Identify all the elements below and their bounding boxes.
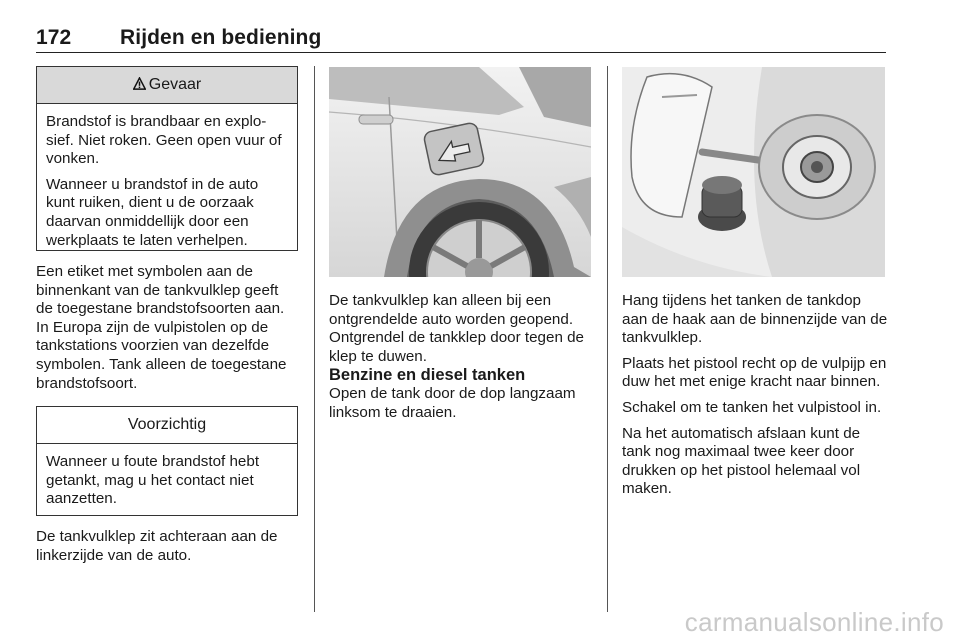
watermark: carmanualsonline.info [684,607,944,637]
right-paragraph-2: Plaats het pistool recht op de vulpijp en duw het met enige kracht naar binnen. [622,354,887,391]
middle-paragraph-2: Open de tank door de dop langzaam linksom te draaien. [329,384,576,421]
page-header [36,26,886,53]
fuel-flap-illustration [329,67,591,277]
caution-box [36,406,298,516]
caution-box-header: Voorzichtig [37,407,297,444]
caution-text: Wanneer u foute brandstof hebt getankt, mag u het contact niet aanzetten. [46,453,260,508]
section-heading: Benzine en diesel tanken [329,366,526,385]
caution-box-body [37,444,297,518]
right-paragraph-1: Hang tijdens het tanken de tankdop aan de haak aan de binnenzijde van de tankvulklep. [622,292,888,347]
danger-text-1: Brandstof is brandbaar en explo-sief. Niet roken. Geen open vuur of vonken. [46,113,282,168]
left-paragraph-2: De tankvulklep zit achteraan aan de linkerzijde van de auto. [36,528,278,564]
left-paragraph-1: Een etiket met symbolen aan de binnenkant van de tankvulklep geeft de toegestane brandstofsoorten aan. In Europa zijn de vulpistolen op de tankstations voorzien van dezelfde symbolen. Tank alleen de toegestane brandstofsoort. [36,263,287,392]
fuel-cap-illustration [622,67,885,277]
middle-paragraph-1: De tankvulklep kan alleen bij een ontgrendelde auto worden geopend. Ontgrendel de tankklep door tegen de klep te duwen. [329,292,584,365]
danger-box [36,66,298,251]
right-column [622,292,888,499]
page-number: 172 [36,26,72,49]
middle-column [329,292,595,422]
right-paragraph-3: Schakel om te tanken het vulpistool in. [622,398,882,416]
page-title: Rijden en bediening [120,26,322,49]
column-divider-1 [314,66,315,612]
right-paragraph-4: Na het automatisch afslaan kunt de tank nog maximaal twee keer door drukken op het pistool helemaal vol maken. [622,424,861,498]
warning-triangle-icon [133,77,146,90]
danger-label: Gevaar [148,76,202,93]
left-column [36,66,298,565]
danger-box-header [37,67,297,104]
danger-box-body [37,104,297,259]
danger-text-2: Wanneer u brandstof in de auto kunt ruiken, dient u de oorzaak daarvan onmiddellijk door een werkplaats te laten verhelpen. [46,175,259,249]
column-divider-2 [607,66,608,612]
